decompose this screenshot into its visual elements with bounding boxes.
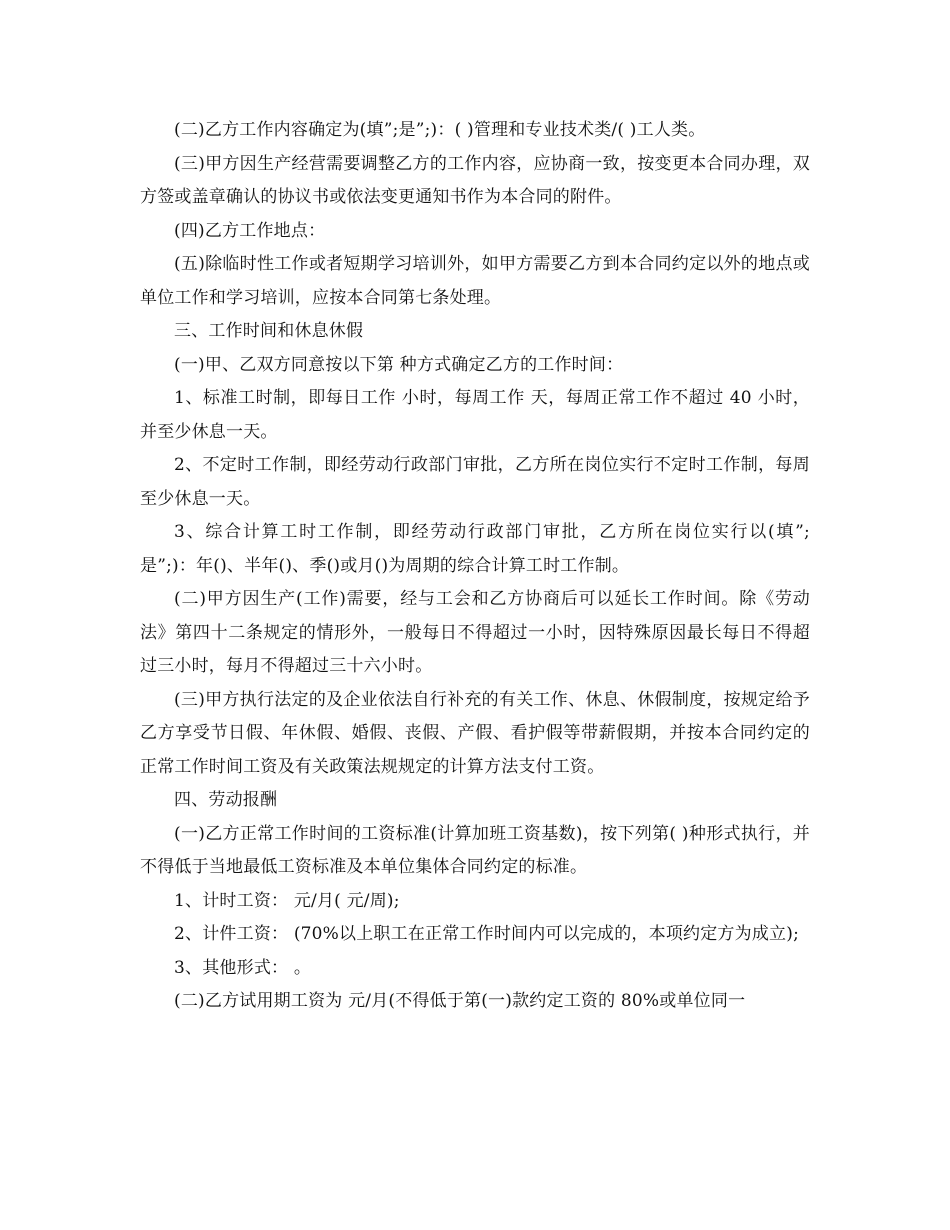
paragraph-wage-standard: (一)乙方正常工作时间的工资标准(计算加班工资基数)，按下列第( )种形式执行，并不得低于当地最低工资标准及本单位集体合同约定的标准。 xyxy=(140,823,810,877)
paragraph-adjust-work-content: (三)甲方因生产经营需要调整乙方的工作内容，应协商一致，按变更本合同办理，双方签或盖章确认的协议书或依法变更通知书作为本合同的附件。 xyxy=(140,153,810,207)
paragraph-overtime: (二)甲方因生产(工作)需要，经与工会和乙方协商后可以延长工作时间。除《劳动法》第四十二条规定的情形外，一般每日不得超过一小时，因特殊原因最长每日不得超过三小时，每月不得超过三十六小时。 xyxy=(140,589,810,676)
paragraph-working-hours-method: (一)甲、乙双方同意按以下第 种方式确定乙方的工作时间： xyxy=(174,354,624,375)
paragraph-leave-policy: (三)甲方执行法定的及企业依法自行补充的有关工作、休息、休假制度，按规定给予乙方享受节日假、年休假、婚假、丧假、产假、看护假等带薪假期，并按本合同约定的正常工作时间工资及有关政策法规规定的计算方法支付工资。 xyxy=(140,689,810,777)
paragraph-piece-wage: 2、计件工资： (70%以上职工在正常工作时间内可以完成的，本项约定方为成立); xyxy=(174,924,799,944)
paragraph-time-wage: 1、计时工资： 元/月( 元/周); xyxy=(174,890,400,911)
paragraph-flexible-hours: 2、不定时工作制，即经劳动行政部门审批，乙方所在岗位实行不定时工作制，每周至少休息一天。 xyxy=(140,455,810,509)
section-heading-working-hours: 三、工作时间和休息休假 xyxy=(174,321,364,341)
paragraph-work-location: (四)乙方工作地点： xyxy=(174,220,326,241)
paragraph-work-content: (二)乙方工作内容确定为(填”;是”;)：( )管理和专业技术类/( )工人类。 xyxy=(174,120,706,140)
paragraph-external-assignment: (五)除临时性工作或者短期学习培训外，如甲方需要乙方到本合同约定以外的地点或单位工作和学习培训，应按本合同第七条处理。 xyxy=(140,254,810,308)
paragraph-comprehensive-hours: 3、综合计算工时工作制，即经劳动行政部门审批，乙方所在岗位实行以(填”;是”;)：年()、半年()、季()或月()为周期的综合计算工时工作制。 xyxy=(140,522,810,576)
document-body xyxy=(140,114,810,1019)
paragraph-other-wage-form: 3、其他形式： 。 xyxy=(174,957,312,978)
paragraph-probation-wage: (二)乙方试用期工资为 元/月(不得低于第(一)款约定工资的 80%或单位同一 xyxy=(174,991,746,1011)
section-heading-compensation: 四、劳动报酬 xyxy=(174,790,278,810)
paragraph-standard-hours: 1、标准工时制，即每日工作 小时，每周工作 天，每周正常工作不超过 40 小时，并至少休息一天。 xyxy=(140,388,810,442)
